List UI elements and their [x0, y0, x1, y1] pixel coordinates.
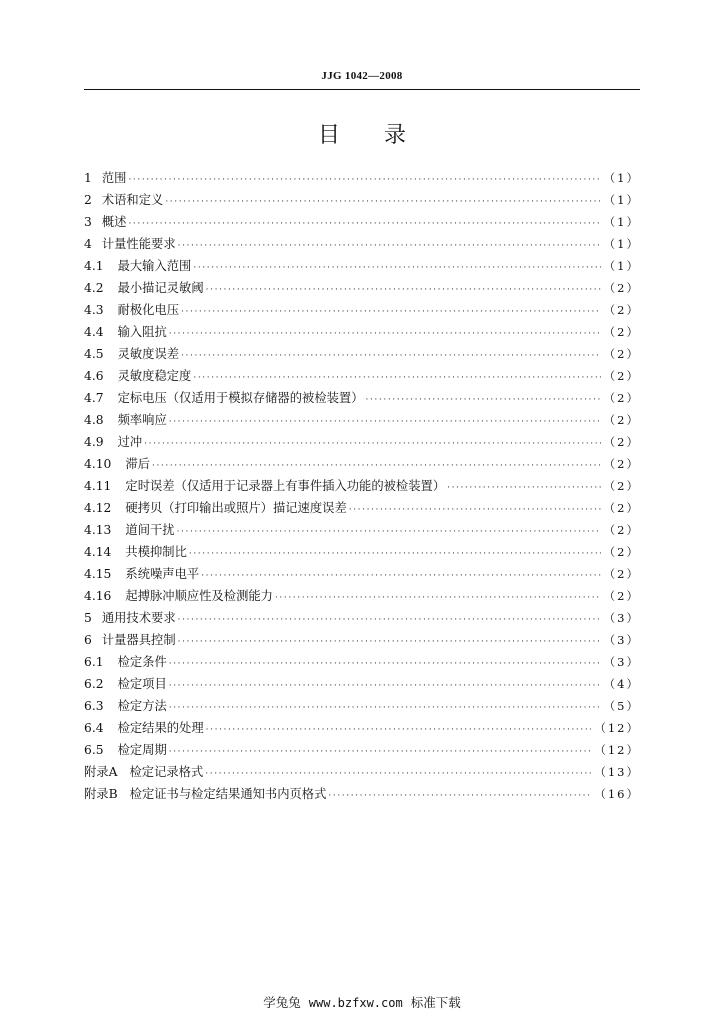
toc-entry-label: 范围	[101, 171, 127, 185]
toc-entry-number: 附录B	[84, 787, 118, 801]
toc-dot-leader	[181, 301, 601, 323]
toc-entry-number: 4.2	[84, 281, 104, 295]
toc-entry-label: 最小描记灵敏阈	[117, 281, 204, 295]
toc-dot-leader	[193, 367, 600, 389]
toc-entry-number: 4.10	[84, 457, 112, 471]
toc-entry[interactable]	[84, 189, 640, 211]
toc-entry-label: 概述	[101, 215, 127, 229]
toc-entry-page: （2）	[603, 347, 640, 361]
toc-entry[interactable]	[84, 563, 640, 585]
toc-entry-page: （2）	[603, 589, 640, 603]
toc-entry-label: 灵敏度误差	[117, 347, 180, 361]
toc-dot-leader	[178, 631, 601, 653]
toc-entry[interactable]	[84, 497, 640, 519]
toc-entry-label: 检定证书与检定结果通知书内页格式	[129, 787, 327, 801]
toc-entry-label: 检定记录格式	[129, 765, 204, 779]
toc-entry-label: 检定周期	[117, 743, 167, 757]
toc-entry[interactable]	[84, 431, 640, 453]
toc-dot-leader	[201, 565, 600, 587]
toc-entry-page: （2）	[603, 303, 640, 317]
toc-entry-label: 通用技术要求	[101, 611, 176, 625]
toc-entry-number: 6.2	[84, 677, 104, 691]
toc-entry-label: 计量性能要求	[101, 237, 176, 251]
toc-dot-leader	[169, 675, 601, 697]
toc-dot-leader	[275, 587, 601, 609]
toc-entry-label: 检定方法	[117, 699, 167, 713]
toc-entry[interactable]	[84, 277, 640, 299]
toc-entry-page: （13）	[594, 765, 640, 779]
toc-entry-label: 最大输入范围	[117, 259, 192, 273]
toc-dot-leader	[177, 521, 601, 543]
toc-entry-page: （1）	[603, 215, 640, 229]
toc-entry-page: （2）	[603, 413, 640, 427]
toc-entry[interactable]	[84, 739, 640, 761]
toc-entry-number: 4	[84, 237, 92, 251]
toc-dot-leader	[128, 213, 600, 235]
toc-dot-leader	[193, 257, 600, 279]
toc-entry-number: 6	[84, 633, 92, 647]
toc-entry-page: （2）	[603, 369, 640, 383]
toc-dot-leader	[144, 433, 601, 455]
toc-entry[interactable]	[84, 409, 640, 431]
toc-entry-page: （2）	[603, 457, 640, 471]
toc-dot-leader	[205, 763, 591, 785]
toc-dot-leader	[206, 279, 601, 301]
toc-entry-number: 6.4	[84, 721, 104, 735]
toc-entry-page: （2）	[603, 325, 640, 339]
toc-entry-page: （4）	[603, 677, 640, 691]
toc-entry[interactable]	[84, 519, 640, 541]
toc-entry[interactable]	[84, 211, 640, 233]
toc-entry-page: （1）	[603, 193, 640, 207]
toc-entry-number: 1	[84, 171, 92, 185]
toc-entry-page: （2）	[603, 545, 640, 559]
toc-entry[interactable]	[84, 695, 640, 717]
toc-entry-label: 滞后	[125, 457, 150, 471]
toc-entry[interactable]	[84, 387, 640, 409]
toc-entry[interactable]	[84, 607, 640, 629]
toc-dot-leader	[169, 741, 592, 763]
toc-dot-leader	[178, 235, 601, 257]
toc-entry-number: 4.4	[84, 325, 104, 339]
toc-entry[interactable]	[84, 673, 640, 695]
footer-site-name: 学兔兔	[263, 995, 301, 1010]
toc-entry-label: 过冲	[117, 435, 143, 449]
toc-entry-label: 计量器具控制	[101, 633, 176, 647]
toc-entry-number: 4.13	[84, 523, 112, 537]
toc-entry-page: （12）	[594, 743, 640, 757]
toc-dot-leader	[366, 389, 601, 411]
toc-dot-leader	[328, 785, 591, 807]
toc-entry-number: 6.5	[84, 743, 104, 757]
footer-tagline: 标准下载	[410, 995, 461, 1010]
toc-entry[interactable]	[84, 761, 640, 783]
toc-entry-label: 检定项目	[117, 677, 167, 691]
table-of-contents	[84, 167, 640, 805]
toc-entry-page: （2）	[603, 479, 640, 493]
toc-entry-label: 共模抑制比	[125, 545, 187, 559]
toc-entry-label: 输入阻抗	[117, 325, 167, 339]
toc-entry-number: 5	[84, 611, 92, 625]
toc-entry-number: 4.3	[84, 303, 104, 317]
toc-entry[interactable]	[84, 541, 640, 563]
toc-entry-label: 检定条件	[117, 655, 167, 669]
toc-dot-leader	[152, 455, 601, 477]
toc-entry-page: （2）	[603, 523, 640, 537]
footer	[0, 993, 724, 1011]
toc-entry[interactable]	[84, 475, 640, 497]
standard-code-header: JJG 1042—2008	[321, 70, 403, 82]
toc-entry-page: （2）	[603, 501, 640, 515]
toc-entry-number: 4.11	[84, 479, 112, 493]
toc-entry-label: 检定结果的处理	[117, 721, 204, 735]
toc-entry[interactable]	[84, 321, 640, 343]
toc-dot-leader	[165, 191, 600, 213]
toc-dot-leader	[169, 323, 601, 345]
toc-entry-label: 定时误差（仅适用于记录器上有事件插入功能的被检装置）	[125, 479, 446, 493]
toc-entry-number: 6.1	[84, 655, 104, 669]
toc-entry[interactable]	[84, 585, 640, 607]
toc-entry-page: （1）	[603, 237, 640, 251]
toc-dot-leader	[178, 609, 601, 631]
toc-entry-number: 2	[84, 193, 92, 207]
toc-entry-page: （3）	[603, 633, 640, 647]
toc-entry-number: 4.15	[84, 567, 112, 581]
toc-entry-page: （3）	[603, 655, 640, 669]
toc-entry[interactable]	[84, 783, 640, 805]
toc-entry-page: （2）	[603, 567, 640, 581]
toc-entry-page: （12）	[594, 721, 640, 735]
toc-entry-number: 3	[84, 215, 92, 229]
toc-entry-page: （16）	[594, 787, 640, 801]
toc-entry-page: （2）	[603, 391, 640, 405]
toc-dot-leader	[189, 543, 601, 565]
toc-entry[interactable]	[84, 299, 640, 321]
header-rule	[84, 89, 640, 90]
toc-dot-leader	[206, 719, 592, 741]
toc-entry[interactable]	[84, 343, 640, 365]
toc-dot-leader	[128, 169, 600, 191]
toc-dot-leader	[169, 411, 601, 433]
toc-entry-page: （1）	[603, 259, 640, 273]
toc-entry-label: 术语和定义	[101, 193, 164, 207]
toc-entry-label: 耐极化电压	[117, 303, 180, 317]
toc-entry-label: 系统噪声电平	[125, 567, 200, 581]
toc-entry-number: 4.5	[84, 347, 104, 361]
toc-entry[interactable]	[84, 629, 640, 651]
toc-dot-leader	[447, 477, 601, 499]
page-title: 目录	[317, 123, 450, 148]
footer-url[interactable]: www.bzfxw.com	[308, 996, 403, 1010]
toc-dot-leader	[169, 697, 601, 719]
toc-entry-number: 4.1	[84, 259, 104, 273]
toc-entry-label: 起搏脉冲顺应性及检测能力	[125, 589, 273, 603]
toc-dot-leader	[181, 345, 601, 367]
toc-entry-number: 4.14	[84, 545, 112, 559]
toc-entry[interactable]	[84, 365, 640, 387]
toc-entry[interactable]	[84, 167, 640, 189]
toc-entry-label: 定标电压（仅适用于模拟存储器的被检装置）	[117, 391, 364, 405]
toc-entry-number: 4.16	[84, 589, 112, 603]
toc-entry-number: 4.7	[84, 391, 104, 405]
toc-entry-number: 4.12	[84, 501, 112, 515]
toc-entry-page: （3）	[603, 611, 640, 625]
toc-entry[interactable]	[84, 255, 640, 277]
toc-entry-number: 6.3	[84, 699, 104, 713]
toc-entry-number: 4.8	[84, 413, 104, 427]
toc-entry-label: 硬拷贝（打印输出或照片）描记速度误差	[125, 501, 347, 515]
toc-entry-page: （2）	[603, 435, 640, 449]
toc-entry-number: 附录A	[84, 765, 118, 779]
toc-entry-number: 4.6	[84, 369, 104, 383]
toc-dot-leader	[349, 499, 601, 521]
toc-dot-leader	[169, 653, 601, 675]
toc-entry[interactable]	[84, 453, 640, 475]
toc-entry-number: 4.9	[84, 435, 104, 449]
toc-entry-label: 道间干扰	[125, 523, 175, 537]
toc-entry-page: （1）	[603, 171, 640, 185]
toc-entry[interactable]	[84, 651, 640, 673]
toc-entry[interactable]	[84, 233, 640, 255]
toc-entry-page: （5）	[603, 699, 640, 713]
toc-entry[interactable]	[84, 717, 640, 739]
toc-entry-label: 灵敏度稳定度	[117, 369, 192, 383]
toc-entry-label: 频率响应	[117, 413, 167, 427]
toc-entry-page: （2）	[603, 281, 640, 295]
